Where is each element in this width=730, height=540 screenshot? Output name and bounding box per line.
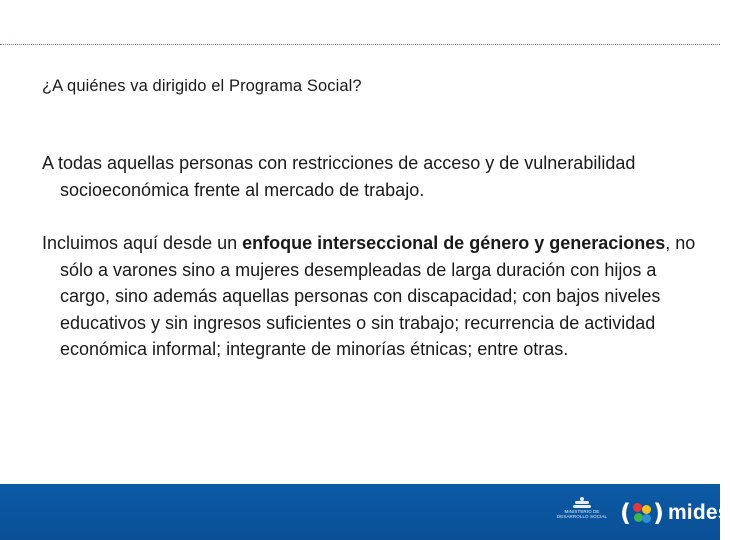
blue-dot — [642, 514, 651, 523]
slide-heading: ¿A quiénes va dirigido el Programa Social? — [42, 77, 362, 95]
ministry-logo — [556, 497, 608, 527]
colored-dots-icon — [632, 502, 652, 524]
ministry-name: MINISTERIO DE DESARROLLO SOCIAL — [556, 509, 608, 519]
paragraph-intersectional-approach — [42, 230, 700, 363]
red-dot — [633, 503, 642, 512]
paragraph-target-population: A todas aquellas personas con restricciones de acceso y de vulnerabilidad socioeconómica frente al mercado de trabajo. — [42, 153, 636, 200]
logo-wordmark: mides — [667, 501, 730, 524]
footer-bar — [0, 484, 720, 540]
paragraph-intro-text: Incluimos aquí desde un — [42, 233, 243, 253]
top-dotted-divider — [0, 44, 720, 45]
paragraph-rest-text: , no sólo a varones sino a mujeres desempleadas de larga duración con hijos a cargo, sino además aquellas personas con discapacidad; con bajos niveles educativos y sin ingresos suficientes o sin trabajo; recurrencia de actividad económica informal; integrante de minorías étnicas; entre otras. — [60, 233, 696, 359]
logo-open-paren: ( — [620, 499, 631, 527]
mides-logo — [620, 498, 730, 528]
paragraph-emphasis-text: enfoque interseccional de género y generaciones — [242, 233, 666, 253]
logo-close-paren: ) — [652, 499, 664, 527]
yellow-dot — [642, 505, 651, 514]
coat-of-arms-icon — [572, 497, 592, 509]
